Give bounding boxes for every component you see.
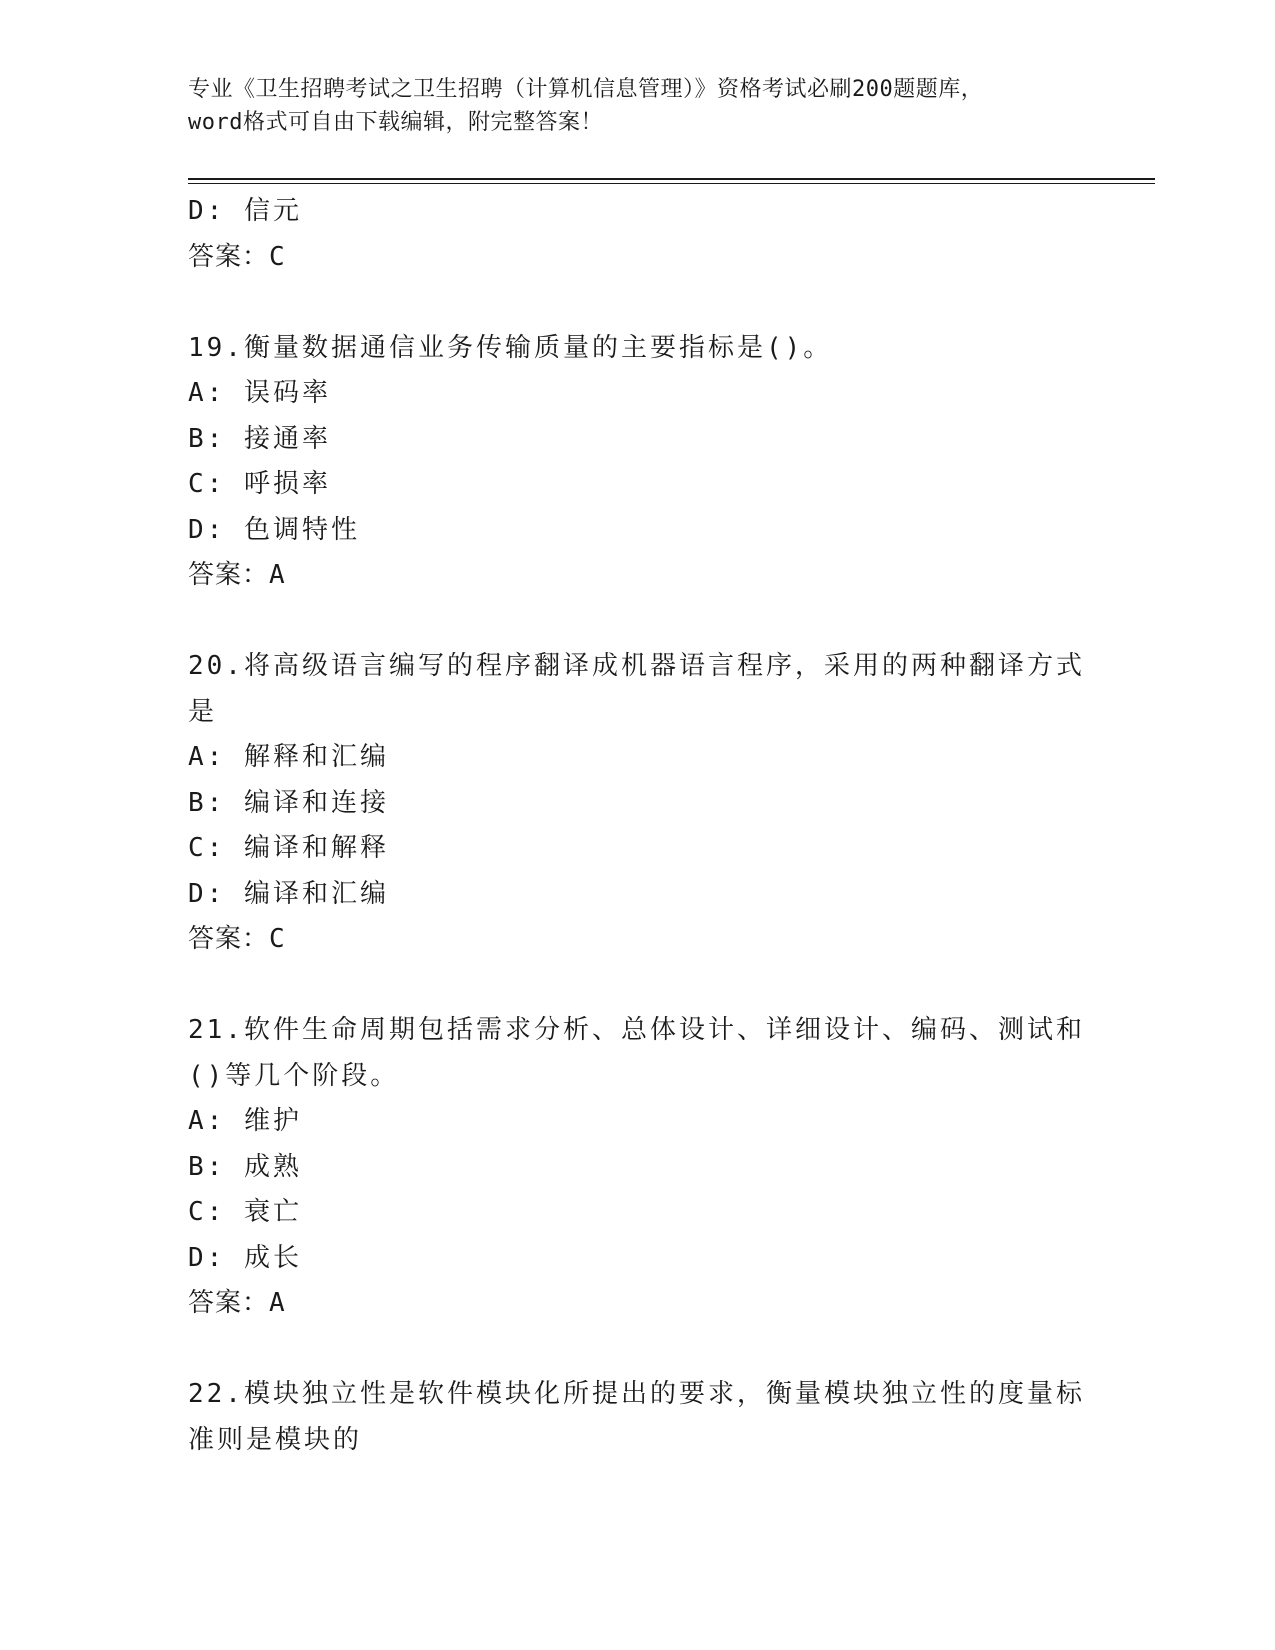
document-header xyxy=(188,73,1088,139)
option-a: A: 解释和汇编 xyxy=(188,742,389,772)
answer-value: C xyxy=(269,924,286,954)
question-list xyxy=(188,189,1088,1463)
option-c: C: 呼损率 xyxy=(188,469,331,499)
option-b: B: 接通率 xyxy=(188,423,331,454)
question-stem: 19.衡量数据通信业务传输质量的主要指标是()。 xyxy=(188,332,833,363)
spacer xyxy=(188,280,1088,326)
answer-line xyxy=(188,917,1088,963)
question-stem-continued: ()等几个阶段。 xyxy=(188,1060,400,1091)
option-c: C: 衰亡 xyxy=(188,1197,302,1227)
question-stem-continued: 准则是模块的 xyxy=(188,1424,363,1455)
answer-line xyxy=(188,1281,1088,1327)
spacer xyxy=(188,1327,1088,1373)
answer-label: 答案： xyxy=(188,560,270,590)
answer-line xyxy=(188,235,1088,281)
option-b: B: 编译和连接 xyxy=(188,787,389,818)
option-d: D: 信元 xyxy=(188,196,302,226)
header-title-line-1: 专业《卫生招聘考试之卫生招聘（计算机信息管理）》资格考试必刷200题题库， xyxy=(188,77,984,102)
question-stem-continued: 是 xyxy=(188,696,218,727)
header-divider-thick xyxy=(188,178,1155,180)
header-divider-thin xyxy=(188,183,1155,184)
option-c: C: 编译和解释 xyxy=(188,833,389,863)
spacer xyxy=(188,963,1088,1009)
answer-value: A xyxy=(269,560,286,590)
question-stem: 21.软件生命周期包括需求分析、总体设计、详细设计、编码、测试和 xyxy=(188,1015,1085,1045)
answer-label: 答案： xyxy=(188,241,270,272)
spacer xyxy=(188,599,1088,645)
question-stem: 20.将高级语言编写的程序翻译成机器语言程序，采用的两种翻译方式 xyxy=(188,651,1085,681)
answer-label: 答案： xyxy=(188,1288,270,1318)
option-d: D: 色调特性 xyxy=(188,514,360,545)
answer-line xyxy=(188,553,1088,599)
answer-label: 答案： xyxy=(188,924,270,954)
answer-value: C xyxy=(269,241,286,272)
option-d: D: 编译和汇编 xyxy=(188,878,389,909)
option-d: D: 成长 xyxy=(188,1242,302,1273)
header-title-line-2: word格式可自由下载编辑，附完整答案！ xyxy=(188,110,603,135)
question-stem: 22.模块独立性是软件模块化所提出的要求，衡量模块独立性的度量标 xyxy=(188,1379,1085,1409)
option-b: B: 成熟 xyxy=(188,1151,302,1182)
option-a: A: 误码率 xyxy=(188,378,331,408)
option-a: A: 维护 xyxy=(188,1106,302,1136)
answer-value: A xyxy=(269,1288,286,1318)
